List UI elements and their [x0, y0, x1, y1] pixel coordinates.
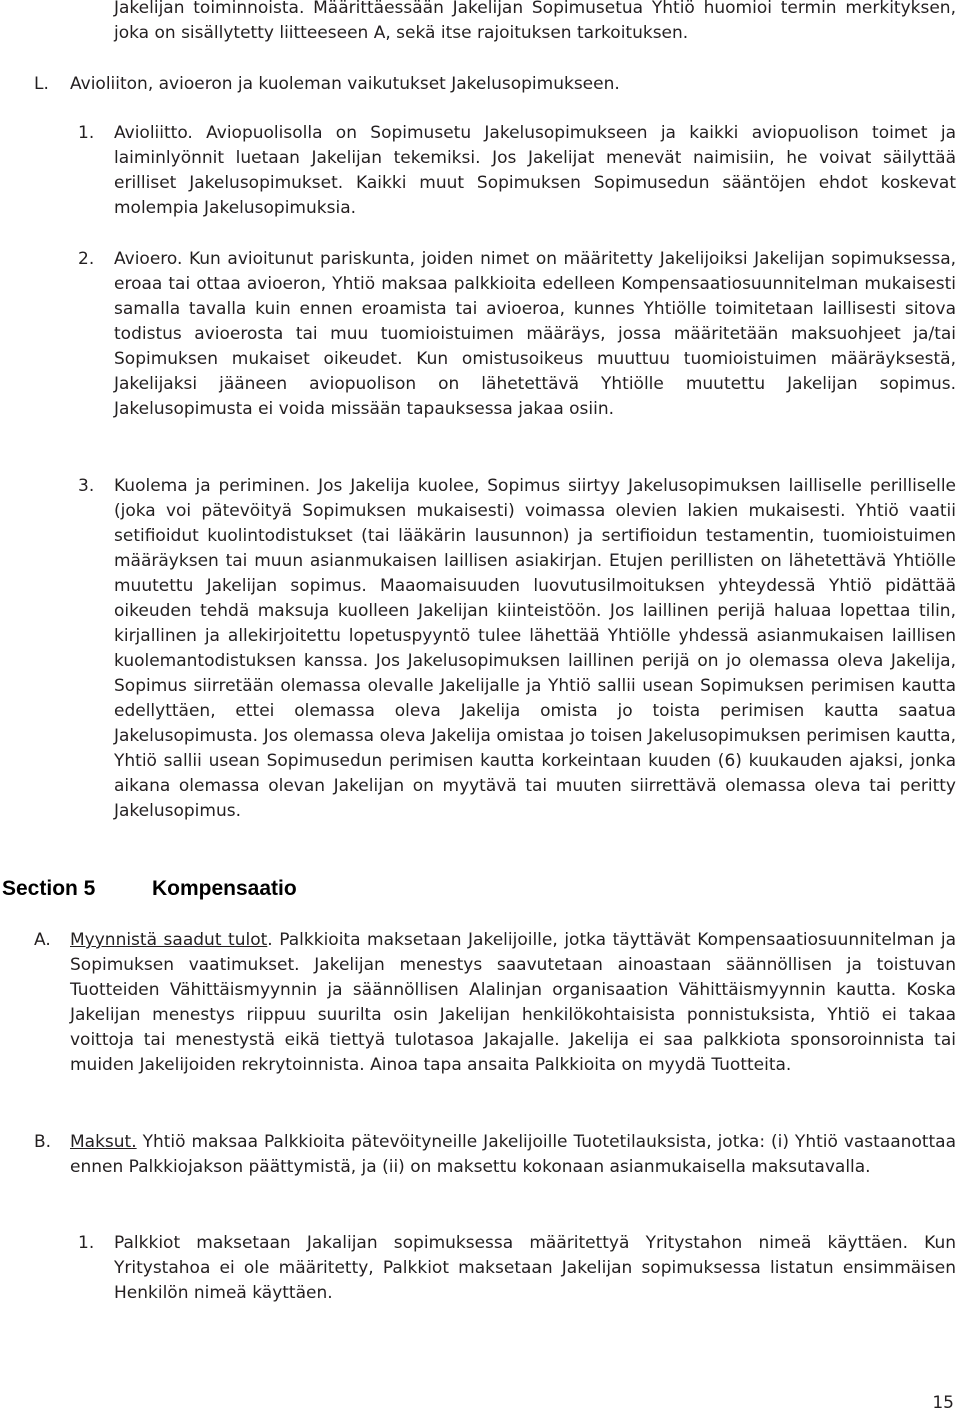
section-l-label: L.	[34, 74, 49, 94]
item-number: 2.	[78, 249, 95, 269]
payments-text: Yhtiö maksaa Palkkioita pätevöityneille Jakelijoille Tuotetilauksista, jotka: (i) Yhtiö vastaanottaa ennen Palkkiojakson päättymistä, ja (ii) on maksettu kokonaan asianmukaisella maksutavalla.	[70, 1132, 957, 1177]
section-b-label: B.	[34, 1132, 52, 1152]
section-5-title: Kompensaatio	[152, 877, 297, 900]
item-number: 1.	[78, 123, 95, 143]
intro-text: Jakelijan toiminnoista. Määrittäessään Jakelijan Sopimusetua Yhtiö huomioi termin merkityksen, joka on sisällytetty liitteeseen A, sekä itse rajoituksen tarkoituksen.	[114, 0, 956, 43]
marriage-text: Aviopuolisolla on Sopimusetu Jakelusopimukseen ja kaikki aviopuolison toimet ja laiminlyönnit luetaan Jakelijan tekemiksi. Jos Jakelijat menevät naimisiin, he voivat säilyttää erilliset Jakelusopimukset. Kaikki muut Sopimuksen Sopimusedun sääntöjen ehdot koskevat molempia Jakelusopimuksia.	[114, 123, 956, 218]
item-number: 3.	[78, 476, 95, 496]
divorce-text: Kun avioitunut pariskunta, joiden nimet on määritetty Jakelijoiksi Jakelijan sopimuksessa, eroaa tai ottaa avioeron, Yhtiö maksaa palkkioita edelleen Kompensaatiosuunnitelman mukaisesti samalla tavalla kuin ennen eroamista tai avioeroa, kunnes Yhtiölle toimitetaan laillisesti sitova todistus avioerosta tai muu tuomioistuimen määräys, jossa määritetään maksuohjeet ja/tai Sopimuksen mukaiset oikeudet. Kun omistusoikeus muuttuu tuomioistuimen määräyksestä, Jakelijaksi jääneen aviopuolison on lähetettävä Yhtiölle muutettu Jakelijan sopimus. Jakelusopimusta ei voida missään tapauksessa jakaa osiin.	[114, 249, 957, 419]
sales-income-paragraph	[70, 928, 956, 1078]
marriage-heading: Avioliitto.	[114, 123, 193, 143]
item-number: 1.	[78, 1233, 95, 1253]
death-text: Jos Jakelija kuolee, Sopimus siirtyy Jakelusopimuksen lailliselle perilliselle (joka voi pätevöityä Sopimuksen mukaisesti) voimassa olevien lakien mukaisesti. Yhtiö vaatii setifioidut kuolintodistukset (tai lääkärin lausunnon) ja sertifioidun testamentin, tuomioistuimen määräyksen tai muun asianmukaisen laillisen asiakirjan. Etujen perillisten on lähetettävä Yhtiölle muutettu Jakelijan sopimus. Maaomaisuuden luovutusilmoituksen yhteydessä Yhtiö pidättää oikeuden tehdä maksuja kuolleen Jakelijan kiinteistöön. Jos laillinen perijä haluaa lopettaa tilin, kirjallinen ja allekirjoitettu lopetuspyyntö tulee lähettää Yhtiölle yhdessä asianmukaisen laillisen kuolemantodistuksen kanssa. Jos Jakelusopimuksen laillinen perijä on jo olemassa oleva Jakelija, Sopimus siirretään olemassa olevalle Jakelijalle ja Yhtiö sallii usean Sopimuksen perimisen kautta edellyttäen, ettei olemassa oleva Jakelija omista jo toista perimisen kautta saatua Jakelusopimusta. Jos olemassa oleva Jakelija omistaa jo toisen Jakelusopimuksen perimisen kautta, Yhtiö sallii usean Sopimusedun perimisen kautta korkeintaan kuuden (6) kuukauden ajaksi, jonka aikana olemassa olevan Jakelijan on myytävä tai muuten siirrettävä olemassa oleva tai peritty Jakelusopimus.	[114, 476, 957, 821]
page-number: 15	[932, 1393, 954, 1413]
section-l-title: Avioliiton, avioeron ja kuoleman vaikutukset Jakelusopimukseen.	[70, 74, 620, 94]
section-5-label: Section 5	[2, 877, 96, 900]
payments-paragraph	[70, 1130, 956, 1180]
payment-name-paragraph	[114, 1231, 956, 1306]
death-inheritance-paragraph	[114, 474, 956, 824]
divorce-heading: Avioero.	[114, 249, 183, 269]
payments-heading: Maksut.	[70, 1132, 137, 1152]
section-a-label: A.	[34, 930, 51, 950]
sales-income-heading: Myynnistä saadut tulot	[70, 930, 268, 950]
intro-paragraph	[114, 0, 956, 46]
death-heading: Kuolema ja periminen.	[114, 476, 311, 496]
divorce-paragraph	[114, 247, 956, 422]
sales-income-text: . Palkkioita maksetaan Jakelijoille, jotka täyttävät Kompensaatiosuunnitelman ja Sopimuksen vaatimukset. Jakelijan menestys saavutetaan ainoastaan säännöllisen ja toistuvan Tuotteiden Vähittäismyynnin ja säännöllisen Alalinjan organisaation Vähittäismyynnin kautta. Koska Jakelijan menestys riippuu suurilta osin Jakelijan henkilökohtaisista ponnistuksista, Yhtiö ei takaa voittoja tai menestystä eikä tiettyä tulotasoa Jakajalle. Jakelija ei saa palkkiota sponsoroinnista tai muiden Jakelijoiden rekrytoinnista. Ainoa tapa ansaita Palkkioita on myydä Tuotteita.	[70, 930, 956, 1075]
payment-name-text: Palkkiot maksetaan Jakalijan sopimuksessa määritettyä Yritystahon nimeä käyttäen. Kun Yritystahoa ei ole määritetty, Palkkiot maksetaan Jakelijan sopimuksessa listatun ensimmäisen Henkilön nimeä käyttäen.	[114, 1233, 956, 1303]
marriage-paragraph	[114, 121, 956, 221]
